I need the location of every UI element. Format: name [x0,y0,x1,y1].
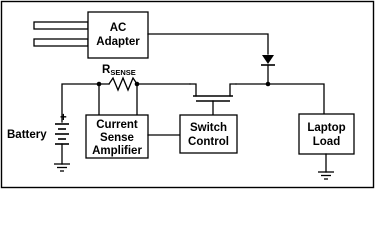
laptop-load-label-line2: Load [312,136,341,148]
ac-adapter-block [88,12,148,58]
battery-label: Battery [7,129,47,141]
battery-plus-sign: + [60,112,67,124]
rsense-label: RSENSE [102,64,136,77]
laptop-load-block [299,114,354,154]
ac-adapter-label-line2: Adapter [96,36,140,48]
switch-control-label-line2: Control [188,136,229,148]
csa-label-line2: Sense [100,132,134,144]
ac-adapter-label-line1: AC [109,22,127,34]
switch-control-label-line1: Switch [189,122,228,134]
laptop-load-label-line1: Laptop [307,122,346,134]
switch-control-block [180,115,237,153]
current-sense-amplifier-block [86,115,148,158]
csa-label-line3: Amplifier [92,145,142,157]
csa-label-line1: Current [96,119,138,131]
